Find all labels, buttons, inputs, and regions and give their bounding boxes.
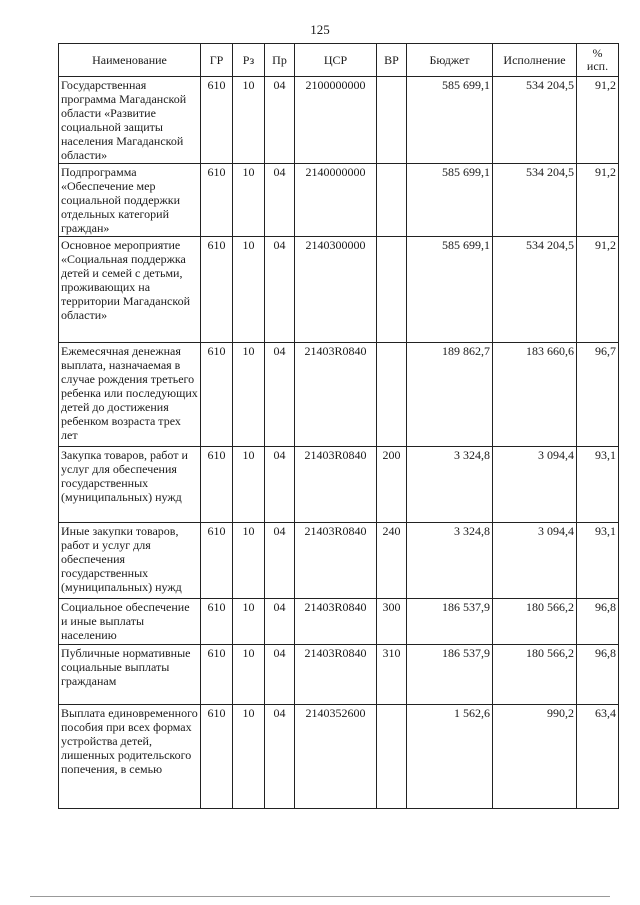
table-row — [59, 77, 619, 164]
row-gr: 610 — [201, 447, 233, 523]
table-row — [59, 523, 619, 599]
row-pr: 04 — [265, 164, 295, 237]
header-name: Наименование — [59, 44, 201, 77]
header-percent-sign: % — [592, 46, 603, 60]
row-percent: 96,7 — [577, 343, 619, 447]
row-gr: 610 — [201, 77, 233, 164]
header-gr: ГР — [201, 44, 233, 77]
header-execution: Исполнение — [493, 44, 577, 77]
row-rz: 10 — [233, 77, 265, 164]
row-csr: 21403R0840 — [295, 599, 377, 645]
row-execution: 3 094,4 — [493, 447, 577, 523]
row-percent: 96,8 — [577, 599, 619, 645]
row-percent: 93,1 — [577, 447, 619, 523]
table-row — [59, 645, 619, 705]
row-gr: 610 — [201, 705, 233, 809]
row-vr: 310 — [377, 645, 407, 705]
row-gr: 610 — [201, 237, 233, 343]
row-rz: 10 — [233, 523, 265, 599]
row-budget: 186 537,9 — [407, 645, 493, 705]
table-row — [59, 343, 619, 447]
table-row — [59, 164, 619, 237]
row-csr: 2140352600 — [295, 705, 377, 809]
table-row — [59, 237, 619, 343]
row-pr: 04 — [265, 705, 295, 809]
row-csr: 21403R0840 — [295, 447, 377, 523]
footer-divider — [30, 896, 610, 897]
row-vr — [377, 164, 407, 237]
row-pr: 04 — [265, 343, 295, 447]
row-execution: 990,2 — [493, 705, 577, 809]
row-pr: 04 — [265, 237, 295, 343]
row-execution: 534 204,5 — [493, 237, 577, 343]
row-csr: 21403R0840 — [295, 523, 377, 599]
table-header-row — [59, 44, 619, 77]
row-execution: 180 566,2 — [493, 645, 577, 705]
page-number: 125 — [310, 22, 330, 37]
row-percent: 91,2 — [577, 77, 619, 164]
row-execution: 534 204,5 — [493, 77, 577, 164]
row-name: Закупка товаров, работ и услуг для обеспечения государственных (муниципальных) нужд — [59, 447, 201, 523]
row-rz: 10 — [233, 164, 265, 237]
budget-table — [58, 43, 619, 809]
row-csr: 2100000000 — [295, 77, 377, 164]
row-execution: 180 566,2 — [493, 599, 577, 645]
header-csr: ЦСР — [295, 44, 377, 77]
row-gr: 610 — [201, 164, 233, 237]
row-name: Выплата единовременного пособия при всех формах устройства детей, лишенных родительского попечения, в семью — [59, 705, 201, 809]
header-percent — [577, 44, 619, 77]
row-percent: 91,2 — [577, 237, 619, 343]
row-pr: 04 — [265, 599, 295, 645]
table-row — [59, 705, 619, 809]
header-budget: Бюджет — [407, 44, 493, 77]
row-gr: 610 — [201, 645, 233, 705]
row-execution: 534 204,5 — [493, 164, 577, 237]
row-csr: 2140000000 — [295, 164, 377, 237]
row-vr — [377, 77, 407, 164]
row-budget: 189 862,7 — [407, 343, 493, 447]
row-percent: 63,4 — [577, 705, 619, 809]
row-budget: 585 699,1 — [407, 77, 493, 164]
row-name: Иные закупки товаров, работ и услуг для обеспечения государственных (муниципальных) нужд — [59, 523, 201, 599]
row-budget: 1 562,6 — [407, 705, 493, 809]
row-vr: 240 — [377, 523, 407, 599]
row-csr: 2140300000 — [295, 237, 377, 343]
row-csr: 21403R0840 — [295, 645, 377, 705]
row-pr: 04 — [265, 645, 295, 705]
table-row — [59, 447, 619, 523]
row-vr — [377, 705, 407, 809]
row-pr: 04 — [265, 77, 295, 164]
header-vr: ВР — [377, 44, 407, 77]
row-rz: 10 — [233, 237, 265, 343]
row-pr: 04 — [265, 523, 295, 599]
row-csr: 21403R0840 — [295, 343, 377, 447]
row-budget: 186 537,9 — [407, 599, 493, 645]
row-execution: 183 660,6 — [493, 343, 577, 447]
header-rz: Рз — [233, 44, 265, 77]
row-pr: 04 — [265, 447, 295, 523]
header-percent-label: исп. — [586, 59, 609, 73]
row-gr: 610 — [201, 599, 233, 645]
row-rz: 10 — [233, 447, 265, 523]
row-name: Публичные нормативные социальные выплаты гражданам — [59, 645, 201, 705]
row-percent: 91,2 — [577, 164, 619, 237]
table-row — [59, 599, 619, 645]
row-execution: 3 094,4 — [493, 523, 577, 599]
row-vr: 200 — [377, 447, 407, 523]
row-budget: 3 324,8 — [407, 523, 493, 599]
row-rz: 10 — [233, 705, 265, 809]
row-name: Государственная программа Магаданской области «Развитие социальной защиты населения Магаданской области» — [59, 77, 201, 164]
row-vr — [377, 237, 407, 343]
row-name: Социальное обеспечение и иные выплаты населению — [59, 599, 201, 645]
row-budget: 585 699,1 — [407, 164, 493, 237]
row-percent: 93,1 — [577, 523, 619, 599]
row-budget: 585 699,1 — [407, 237, 493, 343]
row-gr: 610 — [201, 343, 233, 447]
row-rz: 10 — [233, 599, 265, 645]
row-vr — [377, 343, 407, 447]
row-gr: 610 — [201, 523, 233, 599]
header-pr: Пр — [265, 44, 295, 77]
row-percent: 96,8 — [577, 645, 619, 705]
row-name: Ежемесячная денежная выплата, назначаемая в случае рождения третьего ребенка или последующих детей до достижения ребенком возраста трех лет — [59, 343, 201, 447]
row-rz: 10 — [233, 343, 265, 447]
row-name: Подпрограмма «Обеспечение мер социальной поддержки отдельных категорий граждан» — [59, 164, 201, 237]
row-rz: 10 — [233, 645, 265, 705]
row-name: Основное мероприятие «Социальная поддержка детей и семей с детьми, проживающих на территории Магаданской области» — [59, 237, 201, 343]
row-vr: 300 — [377, 599, 407, 645]
row-budget: 3 324,8 — [407, 447, 493, 523]
